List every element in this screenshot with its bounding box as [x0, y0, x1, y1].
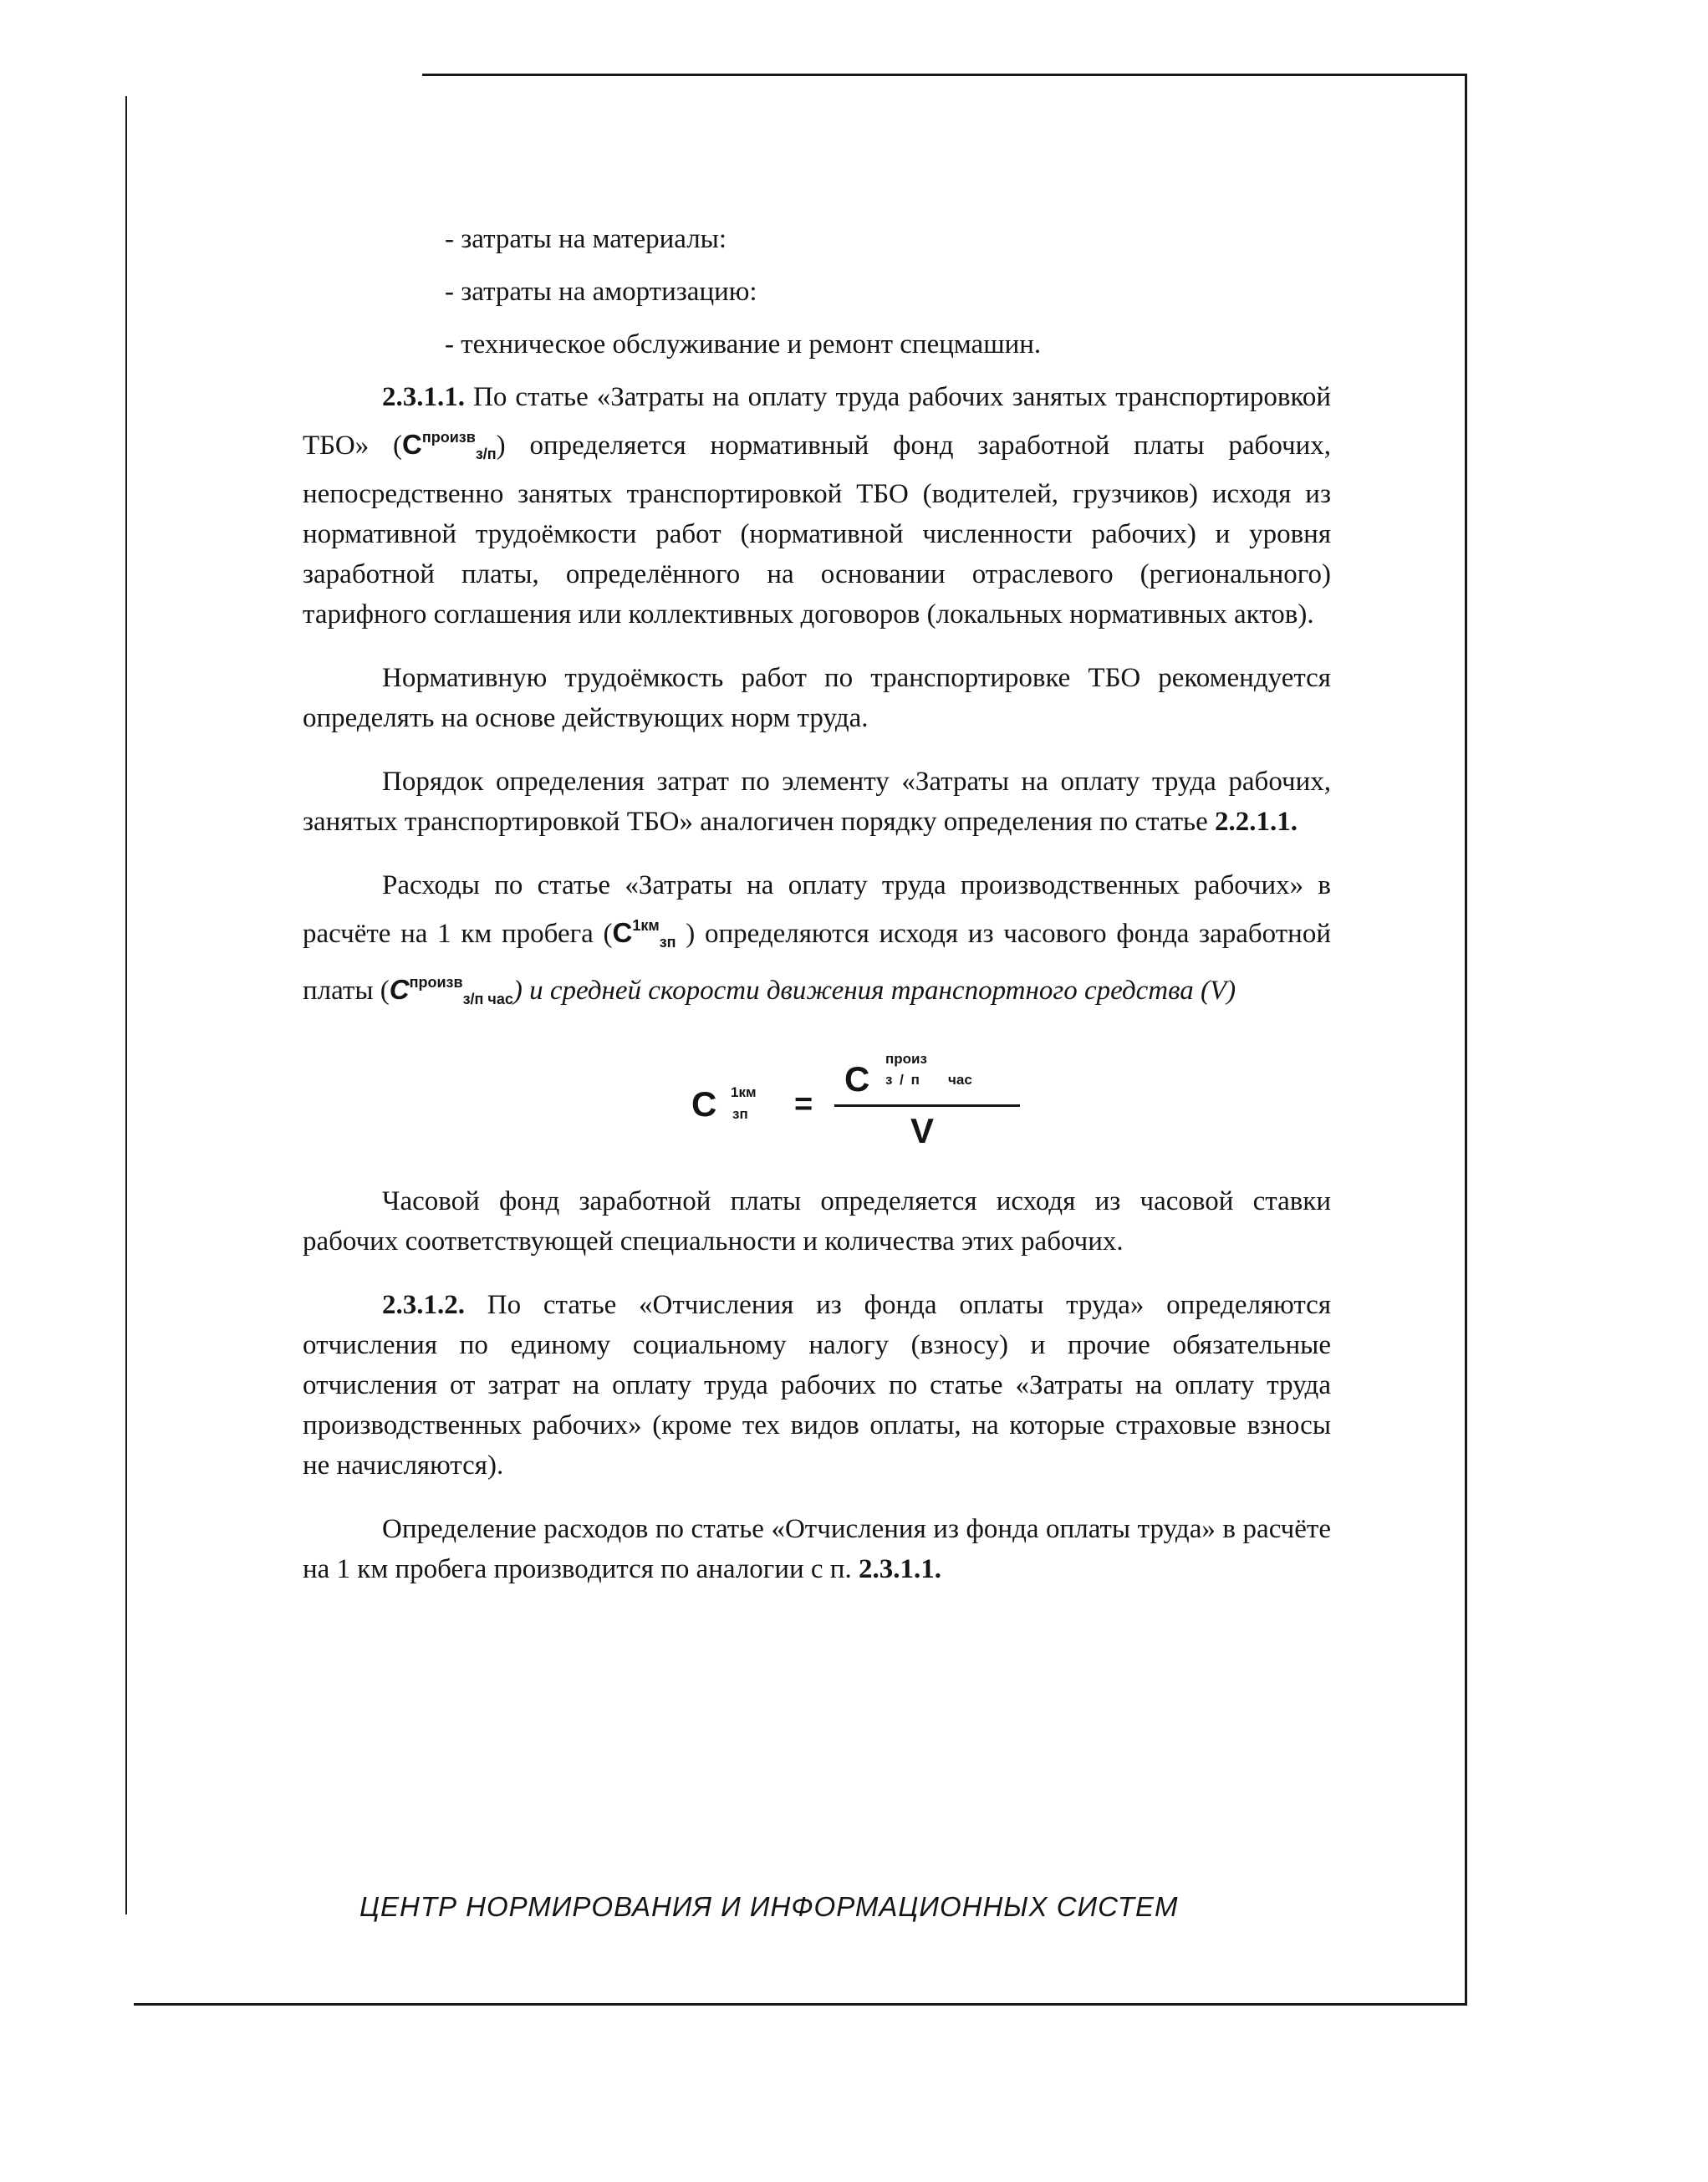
formula-denominator: V [910, 1111, 935, 1150]
formula [303, 1043, 1331, 1151]
list-item-maintenance: - техническое обслуживание и ремонт спецмашин. [445, 329, 1042, 359]
paragraph-labor-intensity: Нормативную трудоёмкость работ по транспортировке ТБО рекомендуется определять на основе действующих норм труда. [303, 663, 1331, 733]
symbol-subscript: з/п час [462, 991, 513, 1007]
list-item-materials: - затраты на материалы: [445, 224, 727, 254]
section-number: 2.3.1.1. [382, 382, 465, 412]
symbol-superscript: 1км [632, 917, 660, 934]
formula-lhs-superscript: 1км [731, 1084, 757, 1100]
page-frame-left-line [125, 96, 127, 1914]
page-frame-top-line [422, 74, 1467, 76]
formula-numerator-subscript: з / п [885, 1072, 920, 1088]
paragraph-text: Расходы по статье «Затраты на оплату труда производственных рабочих» в расчёте на 1 км пробега ( [303, 870, 1331, 949]
paragraph-text: ) и средней скорости движения транспортного средства ( [512, 976, 1210, 1006]
paragraph-cost-order [303, 762, 1331, 842]
formula-equals-sign: = [794, 1087, 813, 1122]
page-frame-bottom-line [134, 2003, 1467, 2006]
section-reference: 2.2.1.1. [1214, 807, 1298, 837]
symbol-superscript: произв [421, 429, 476, 446]
paragraph-hourly-fund: Часовой фонд заработной платы определяется исходя из часовой ставки рабочих соответствующей специальности и количества этих рабочих. [303, 1186, 1331, 1257]
paragraph-expenses-per-km [303, 865, 1331, 1019]
paragraph-text: По статье «Затраты на оплату труда рабочих занятых транспортировкой ТБО» ( [303, 382, 1331, 461]
paragraph-text: ) определяется нормативный фонд заработной платы рабочих, непосредственно занятых транспортировкой ТБО (водителей, грузчиков) исходя из нормативной трудоёмкости работ (нормативной численности рабочих) и уровня заработной платы, определённого на основании отраслевого (регионального) тарифного соглашения или коллективных договоров (локальных нормативных актов). [303, 431, 1331, 630]
symbol-c: С [389, 974, 410, 1005]
symbol-subscript: з/п [475, 446, 497, 462]
symbol-v: V [1209, 976, 1227, 1006]
page-footer: ЦЕНТР НОРМИРОВАНИЯ И ИНФОРМАЦИОННЫХ СИСТЕМ [359, 1891, 1179, 1922]
symbol-subscript: зп [659, 934, 676, 951]
paragraph-deductions-per-km [303, 1509, 1331, 1589]
symbol-c: С [402, 429, 422, 460]
formula-fraction-bar [834, 1104, 1020, 1107]
paragraph-2-3-1-1 [303, 377, 1331, 635]
formula-numerator-subscript-hour: час [948, 1072, 972, 1088]
list-item-depreciation: - затраты на амортизацию: [445, 277, 757, 307]
page-frame-right-line [1465, 74, 1467, 2005]
paragraph-text: ) [1226, 976, 1236, 1006]
symbol-superscript: произв [409, 974, 463, 991]
paragraph-2-3-1-2 [303, 1285, 1331, 1486]
formula-lhs-subscript: зп [732, 1106, 748, 1122]
paragraph-text: ) определяются исходя из часового фонда заработной платы ( [303, 919, 1331, 1006]
section-reference: 2.3.1.1. [858, 1554, 941, 1584]
paragraph-text: Порядок определения затрат по элементу «Затраты на оплату труда рабочих, занятых транспортировкой ТБО» аналогичен порядку определения по статье [303, 767, 1331, 837]
formula-numerator-superscript: произ [885, 1051, 927, 1067]
section-number: 2.3.1.2. [382, 1290, 465, 1320]
formula-lhs-symbol: С [691, 1084, 717, 1124]
document-body [303, 219, 1331, 1613]
paragraph-text: По статье «Отчисления из фонда оплаты труда» определяются отчисления по единому социальному налогу (взносу) и прочие обязательные отчисления от затрат на оплату труда рабочих по статье «Затраты на оплату труда производственных рабочих» (кроме тех видов оплаты, на которые страховые взносы не начисляются). [303, 1290, 1331, 1481]
formula-numerator-symbol: С [844, 1059, 870, 1099]
paragraph-text: Определение расходов по статье «Отчисления из фонда оплаты труда» в расчёте на 1 км пробега производится по аналогии с п. [303, 1514, 1331, 1584]
symbol-c: С [612, 917, 633, 948]
